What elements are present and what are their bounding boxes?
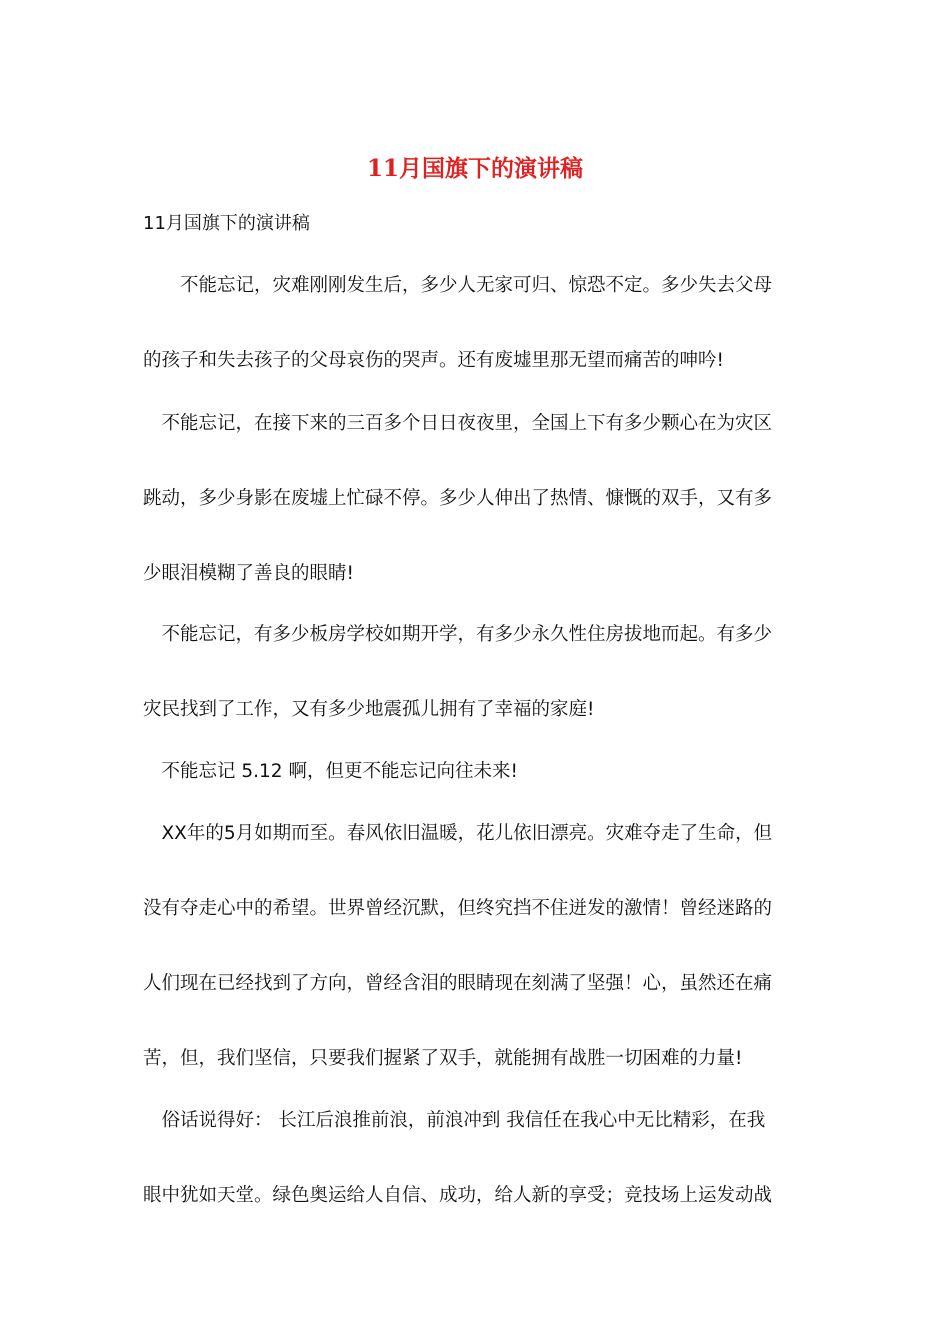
body-line: 跳动，多少身影在废墟上忙碌不停。多少人伸出了热情、慷慨的双手，又有多 [143, 488, 773, 509]
body-line: 不能忘记，在接下来的三百多个日日夜夜里，全国上下有多少颗心在为灾区 [143, 413, 773, 434]
body-line: 少眼泪模糊了善良的眼睛! [143, 563, 354, 584]
body-line: 人们现在已经找到了方向，曾经含泪的眼睛现在刻满了坚强！心，虽然还在痛 [143, 973, 773, 994]
document-title: 11月国旗下的演讲稿 [366, 155, 583, 182]
body-line: 不能忘记，有多少板房学校如期开学，有多少永久性住房拔地而起。有多少 [143, 624, 773, 645]
document-subtitle: 11月国旗下的演讲稿 [143, 213, 310, 234]
body-line: 不能忘记，灾难刚刚发生后，多少人无家可归、惊恐不定。多少失去父母 [143, 275, 773, 296]
body-line: 苦，但，我们坚信，只要我们握紧了双手，就能拥有战胜一切困难的力量! [143, 1048, 743, 1069]
body-line: 灾民找到了工作，又有多少地震孤儿拥有了幸福的家庭! [143, 699, 595, 720]
body-line: XX年的5月如期而至。春风依旧温暖，花儿依旧漂亮。灾难夺走了生命，但 [143, 823, 773, 844]
body-line: 俗话说得好： 长江后浪推前浪，前浪冲到 我信任在我心中无比精彩，在我 [143, 1110, 766, 1131]
body-line: 的孩子和失去孩子的父母哀伤的哭声。还有废墟里那无望而痛苦的呻吟! [143, 350, 724, 371]
body-line: 眼中犹如天堂。绿色奥运给人自信、成功，给人新的享受；竞技场上运发动战 [143, 1185, 773, 1206]
body-line: 没有夺走心中的希望。世界曾经沉默，但终究挡不住迸发的激情！曾经迷路的 [143, 898, 773, 919]
body-line: 不能忘记 5.12 啊，但更不能忘记向往未来! [143, 761, 518, 782]
